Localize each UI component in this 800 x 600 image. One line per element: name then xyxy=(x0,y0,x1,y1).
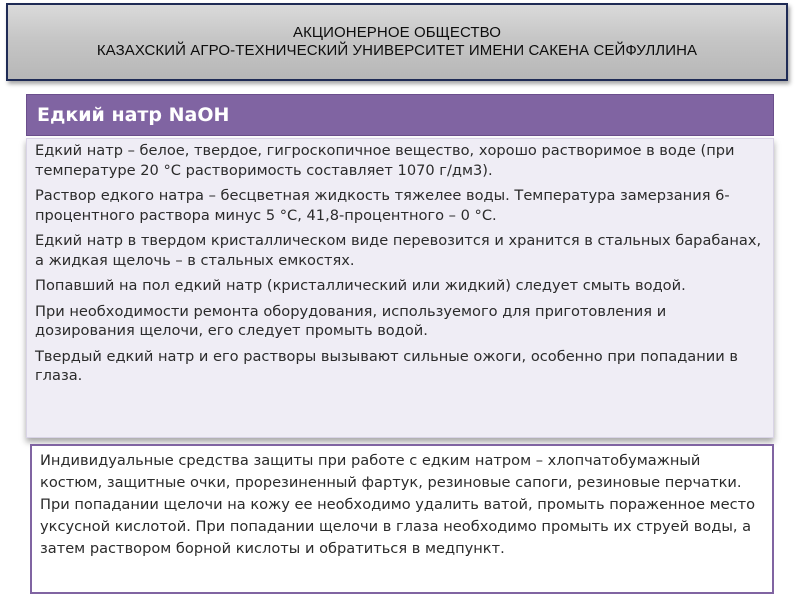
university-name: КАЗАХСКИЙ АГРО-ТЕХНИЧЕСКИЙ УНИВЕРСИТЕТ ИМЕНИ САКЕНА СЕЙФУЛЛИНА xyxy=(96,42,698,59)
paragraph-transport: Едкий натр в твердом кристаллическом виде перевозится и хранится в стальных барабанах, а жидкая щелочь – в стальных емкостях. xyxy=(35,232,762,269)
paragraph-repair: При необходимости ремонта оборудования, используемого для приготовления и дозирования щелочи, его следует промыть водой. xyxy=(35,302,667,339)
protective-equipment-box xyxy=(30,444,774,594)
organization-type: АКЦИОНЕРНОЕ ОБЩЕСТВО xyxy=(292,24,502,41)
paragraph-spill: Попавший на пол едкий натр (кристаллический или жидкий) следует смыть водой. xyxy=(35,277,686,294)
paragraph-solution: Раствор едкого натра – бесцветная жидкость тяжелее воды. Температура замерзания 6-процентного раствора минус 5 °С, 41,8-процентного – 0 °С. xyxy=(35,187,730,224)
slide-title: Едкий натр NaOH xyxy=(37,104,230,126)
main-content-box xyxy=(26,138,774,438)
paragraph-properties: Едкий натр – белое, твердое, гигроскопичное вещество, хорошо растворимое в воде (при температуре 20 °С растворимость составляет 1070 г/дм3). xyxy=(35,142,735,179)
university-header xyxy=(6,3,788,81)
protective-equipment-text: Индивидуальные средства защиты при работе с едким натром – хлопчатобумажный костюм, защитные очки, прорезиненный фартук, резиновые сапоги, резиновые перчатки. При попадании щелочи на кожу ее необходимо удалить ватой, промыть пораженное место уксусной кислотой. При попадании щелочи в глаза необходимо промыть их струей воды, а затем раствором борной кислоты и обратиться в медпункт. xyxy=(40,452,756,557)
slide-title-bar xyxy=(26,94,774,136)
paragraph-burns: Твердый едкий натр и его растворы вызывают сильные ожоги, особенно при попадании в глаза. xyxy=(35,347,739,384)
